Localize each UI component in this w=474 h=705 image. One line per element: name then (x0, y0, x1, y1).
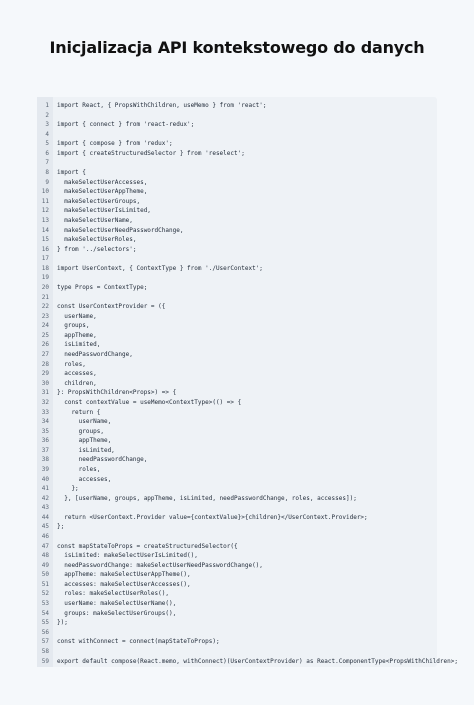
code-line (37, 589, 437, 599)
code-text: return { (57, 408, 101, 416)
line-number: 51 (41, 580, 49, 588)
code-line (37, 216, 437, 226)
code-text: }; (57, 523, 65, 531)
line-number: 31 (41, 389, 49, 397)
code-line (37, 293, 437, 303)
line-number: 41 (41, 485, 49, 493)
line-number: 37 (41, 446, 49, 454)
line-number: 49 (41, 561, 49, 569)
code-text: import UserContext, { ContextType } from './UserContext'; (57, 264, 263, 272)
line-number: 23 (41, 312, 49, 320)
line-number: 40 (41, 475, 49, 483)
code-line (37, 149, 437, 159)
code-line (37, 379, 437, 389)
code-line (37, 494, 437, 504)
code-line (37, 321, 437, 331)
code-line (37, 599, 437, 609)
code-line (37, 130, 437, 140)
code-line (37, 369, 437, 379)
code-line (37, 513, 437, 523)
code-line (37, 580, 437, 590)
code-line (37, 455, 437, 465)
code-line (37, 542, 437, 552)
code-line (37, 647, 437, 657)
line-number: 5 (45, 140, 49, 148)
code-text: const contextValue = useMemo<ContextType>(() => { (57, 398, 242, 406)
code-text: import { (57, 169, 86, 177)
line-number: 30 (41, 379, 49, 387)
code-text: makeSelectUserRoles, (57, 236, 137, 244)
line-number: 53 (41, 600, 49, 608)
line-number: 42 (41, 494, 49, 502)
page-title: Inicjalizacja API kontekstowego do danych (49, 38, 425, 57)
code-line (37, 436, 437, 446)
line-number: 57 (41, 638, 49, 646)
code-line (37, 551, 437, 561)
code-line (37, 618, 437, 628)
code-line (37, 637, 437, 647)
line-number: 55 (41, 619, 49, 627)
code-text: appTheme: makeSelectUserAppTheme(), (57, 571, 191, 579)
code-text: userName, (57, 418, 112, 426)
code-text: userName, (57, 312, 97, 320)
line-number: 13 (41, 216, 49, 224)
line-number: 50 (41, 571, 49, 579)
code-line (37, 360, 437, 370)
code-line (37, 465, 437, 475)
code-text: accesses, (57, 475, 112, 483)
line-number: 26 (41, 341, 49, 349)
code-text: makeSelectUserGroups, (57, 197, 141, 205)
code-text: makeSelectUserIsLimited, (57, 207, 151, 215)
line-number: 46 (41, 533, 49, 541)
code-line (37, 206, 437, 216)
line-number: 47 (41, 542, 49, 550)
code-line (37, 197, 437, 207)
line-number: 17 (41, 255, 49, 263)
code-text: roles, (57, 465, 101, 473)
line-number: 35 (41, 427, 49, 435)
line-number: 9 (45, 178, 49, 186)
line-number: 24 (41, 322, 49, 330)
code-text: makeSelectUserAccesses, (57, 178, 148, 186)
code-lines (37, 101, 458, 666)
code-line (37, 427, 437, 437)
line-number: 20 (41, 283, 49, 291)
code-text: }, [userName, groups, appTheme, isLimited, needPasswordChange, roles, accesses]); (57, 494, 357, 502)
code-line (37, 503, 437, 513)
code-text: accesses: makeSelectUserAccesses(), (57, 580, 191, 588)
code-text: roles, (57, 360, 86, 368)
line-number: 16 (41, 245, 49, 253)
code-line (37, 235, 437, 245)
line-number: 15 (41, 236, 49, 244)
code-line (37, 273, 437, 283)
code-line (37, 628, 437, 638)
code-text: } from '../selectors'; (57, 245, 137, 253)
code-line (37, 111, 437, 121)
code-text: isLimited: makeSelectUserIsLimited(), (57, 552, 198, 560)
code-text: needPasswordChange, (57, 351, 133, 359)
code-line (37, 139, 437, 149)
code-block (37, 97, 458, 667)
code-text: children, (57, 379, 97, 387)
code-line (37, 446, 437, 456)
line-number: 25 (41, 331, 49, 339)
line-number: 2 (45, 111, 49, 119)
line-number: 52 (41, 590, 49, 598)
line-number: 48 (41, 552, 49, 560)
code-text: groups, (57, 322, 90, 330)
line-number: 18 (41, 264, 49, 272)
code-text: groups, (57, 427, 104, 435)
code-line (37, 187, 437, 197)
code-line (37, 283, 437, 293)
code-text: appTheme, (57, 331, 97, 339)
code-line (37, 388, 437, 398)
code-line (37, 158, 437, 168)
line-number: 34 (41, 418, 49, 426)
code-text: isLimited, (57, 446, 115, 454)
code-line (37, 226, 437, 236)
line-number: 28 (41, 360, 49, 368)
line-number: 56 (41, 628, 49, 636)
code-line (37, 254, 437, 264)
code-text: needPasswordChange, (57, 456, 148, 464)
code-line (37, 264, 437, 274)
code-text: type Props = ContextType; (57, 283, 148, 291)
code-line (37, 609, 437, 619)
code-line (37, 340, 437, 350)
code-line (37, 312, 437, 322)
code-text: }: PropsWithChildren<Props>) => { (57, 389, 177, 397)
line-number: 4 (45, 130, 49, 138)
code-text: groups: makeSelectUserGroups(), (57, 609, 177, 617)
code-text: const mapStateToProps = createStructuredSelector({ (57, 542, 238, 550)
line-number: 33 (41, 408, 49, 416)
code-text: appTheme, (57, 437, 112, 445)
line-number: 58 (41, 647, 49, 655)
code-line (37, 475, 437, 485)
line-number: 19 (41, 274, 49, 282)
code-line (37, 120, 437, 130)
code-line (37, 245, 437, 255)
line-number: 21 (41, 293, 49, 301)
line-number: 59 (41, 657, 49, 665)
line-number: 3 (45, 121, 49, 129)
code-text: makeSelectUserAppTheme, (57, 188, 148, 196)
line-number: 45 (41, 523, 49, 531)
line-number: 6 (45, 149, 49, 157)
line-number: 39 (41, 465, 49, 473)
code-line (37, 168, 437, 178)
code-text: userName: makeSelectUserName(), (57, 600, 177, 608)
line-number: 38 (41, 456, 49, 464)
line-number: 27 (41, 351, 49, 359)
code-line (37, 561, 437, 571)
code-line (37, 522, 437, 532)
line-number: 12 (41, 207, 49, 215)
code-text: isLimited, (57, 341, 101, 349)
code-text: needPasswordChange: makeSelectUserNeedPasswordChange(), (57, 561, 263, 569)
code-line (37, 657, 458, 667)
line-number: 43 (41, 504, 49, 512)
code-line (37, 178, 437, 188)
line-number: 29 (41, 370, 49, 378)
code-line (37, 101, 437, 111)
code-text: roles: makeSelectUserRoles(), (57, 590, 169, 598)
code-line (37, 331, 437, 341)
code-line (37, 398, 437, 408)
line-number: 1 (45, 102, 49, 109)
code-line (37, 408, 437, 418)
code-line (37, 532, 437, 542)
line-number: 32 (41, 398, 49, 406)
code-text: import { connect } from 'react-redux'; (57, 121, 195, 129)
code-text: makeSelectUserNeedPasswordChange, (57, 226, 184, 234)
code-text: export default compose(React.memo, withConnect)(UserContextProvider) as React.ComponentType<PropsWithChildren>; (57, 657, 458, 665)
code-text: import { compose } from 'redux'; (57, 140, 173, 148)
code-text: const UserContextProvider = ({ (57, 303, 166, 311)
code-text: }); (57, 619, 68, 627)
code-line (37, 417, 437, 427)
code-text: }; (57, 485, 79, 493)
code-text: const withConnect = connect(mapStateToProps); (57, 638, 220, 646)
line-number: 36 (41, 437, 49, 445)
line-number: 11 (41, 197, 49, 205)
line-number: 14 (41, 226, 49, 234)
line-number: 44 (41, 513, 49, 521)
line-number: 8 (45, 169, 49, 177)
line-number: 54 (41, 609, 49, 617)
code-line (37, 302, 437, 312)
code-text: import { createStructuredSelector } from 'reselect'; (57, 149, 245, 157)
code-text: makeSelectUserName, (57, 216, 133, 224)
line-number: 7 (45, 159, 49, 167)
code-line (37, 484, 437, 494)
code-text: accesses, (57, 370, 97, 378)
code-text: import React, { PropsWithChildren, useMemo } from 'react'; (57, 102, 267, 109)
line-number: 10 (41, 188, 49, 196)
line-number: 22 (41, 303, 49, 311)
code-line (37, 570, 437, 580)
code-text: return <UserContext.Provider value={contextValue}>{children}</UserContext.Provider>; (57, 513, 368, 521)
code-line (37, 350, 437, 360)
